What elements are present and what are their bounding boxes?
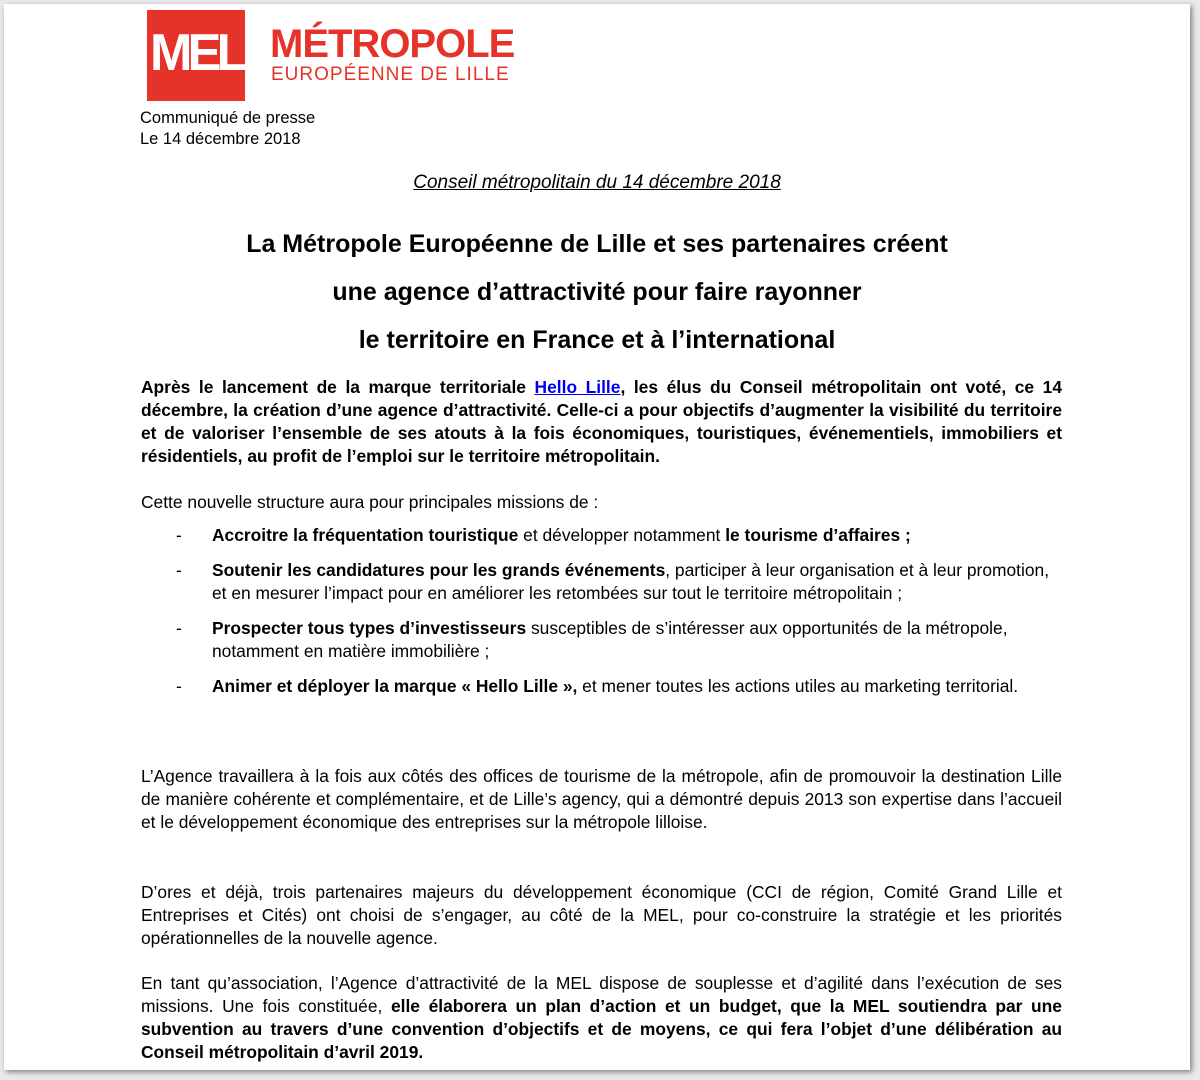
mission-bold-2: le tourisme d’affaires ; [725,525,911,545]
mission-text: , participer à leur organisation et à leur promotion, et en mesurer l’impact pour en améliorer les retombées sur tout le territoire métropolitain ; [212,560,1050,603]
mission-bold: Prospecter tous types d’investisseurs [212,618,527,638]
bullet-dash: - [176,618,182,638]
document-date: Le 14 décembre 2018 [140,130,301,148]
mel-logo [147,10,245,101]
bullet-dash: - [176,676,182,696]
document-type: Communiqué de presse [140,109,316,127]
list-item [141,559,1062,605]
logo-title: MÉTROPOLE [270,22,515,66]
list-item [141,524,1062,547]
mission-bold: Accroitre la fréquentation touristique [212,525,519,545]
mission-bold: Soutenir les candidatures pour les grands événements [212,560,666,580]
title-line: La Métropole Européenne de Lille et ses partenaires créent [246,230,948,258]
lead-text-end: , les élus du Conseil métropolitain ont voté, ce 14 décembre, la création d’une agence d’attractivité. Celle-ci a pour objectifs d’augmenter la visibilité du territoire et de valoriser l’ensemble de ses atouts à la fois économiques, touristiques, événementiels, immobiliers et résidentiels, au profit de l’emploi sur le territoire métropolitain. [141,377,1063,466]
association-bold-text: elle élaborera un plan d’action et un budget, que la MEL soutiendra par une subvention au travers d’une convention d’objectifs et de moyens, ce qui fera l’objet d’une délibération au Conseil métropolitain d’avril 2019. [141,996,1062,1062]
mission-text: et mener toutes les actions utiles au marketing territorial. [577,676,1019,696]
mission-text: susceptibles de s’intéresser aux opportunités de la métropole, notamment en matière immobilière ; [212,618,1008,661]
hello-lille-link[interactable]: Hello Lille [534,377,621,397]
press-meta [140,108,315,150]
list-item [141,617,1062,663]
paragraph-agency-partners: L’Agence travaillera à la fois aux côtés des offices de tourisme de la métropole, afin de promouvoir la destination Lille de manière cohérente et complémentaire, et de Lille’s agency, qui a démontré depuis 2013 son expertise dans l’accueil et le développement économique des entreprises sur la métropole lilloise. [141,766,1062,832]
kicker: Conseil métropolitain du 14 décembre 2018 [413,172,781,193]
bullet-dash: - [176,525,182,545]
lead-paragraph [141,376,1062,468]
mission-bold: Animer et déployer la marque « Hello Lille », [212,676,578,696]
title-line: le territoire en France et à l’international [358,326,836,354]
press-release-page [4,4,1190,1070]
logo-box-text: MEL [150,24,243,82]
page-title [4,220,1190,364]
association-text: En tant qu’association, l’Agence d’attractivité de la MEL dispose de souplesse et d’agilité dans l’exécution de ses missions. Une fois constituée, [141,973,1062,1016]
bullet-dash: - [176,560,182,580]
list-item [141,675,1062,698]
logo-subtitle: EUROPÉENNE DE LILLE [271,64,510,85]
missions-intro: Cette nouvelle structure aura pour principales missions de : [141,492,599,512]
paragraph-founding-partners: D’ores et déjà, trois partenaires majeurs du développement économique (CCI de région, Comité Grand Lille et Entreprises et Cités) ont choisi de s’engager, au côté de la MEL, pour co-construire la stratégie et les priorités opérationnelles de la nouvelle agence. [141,882,1062,948]
title-line: une agence d’attractivité pour faire rayonner [332,278,862,306]
lead-text-start: Après le lancement de la marque territoriale [141,377,535,397]
missions-list [141,524,1062,710]
paragraph-association [141,972,1062,1064]
mission-text: et développer notamment [518,525,726,545]
